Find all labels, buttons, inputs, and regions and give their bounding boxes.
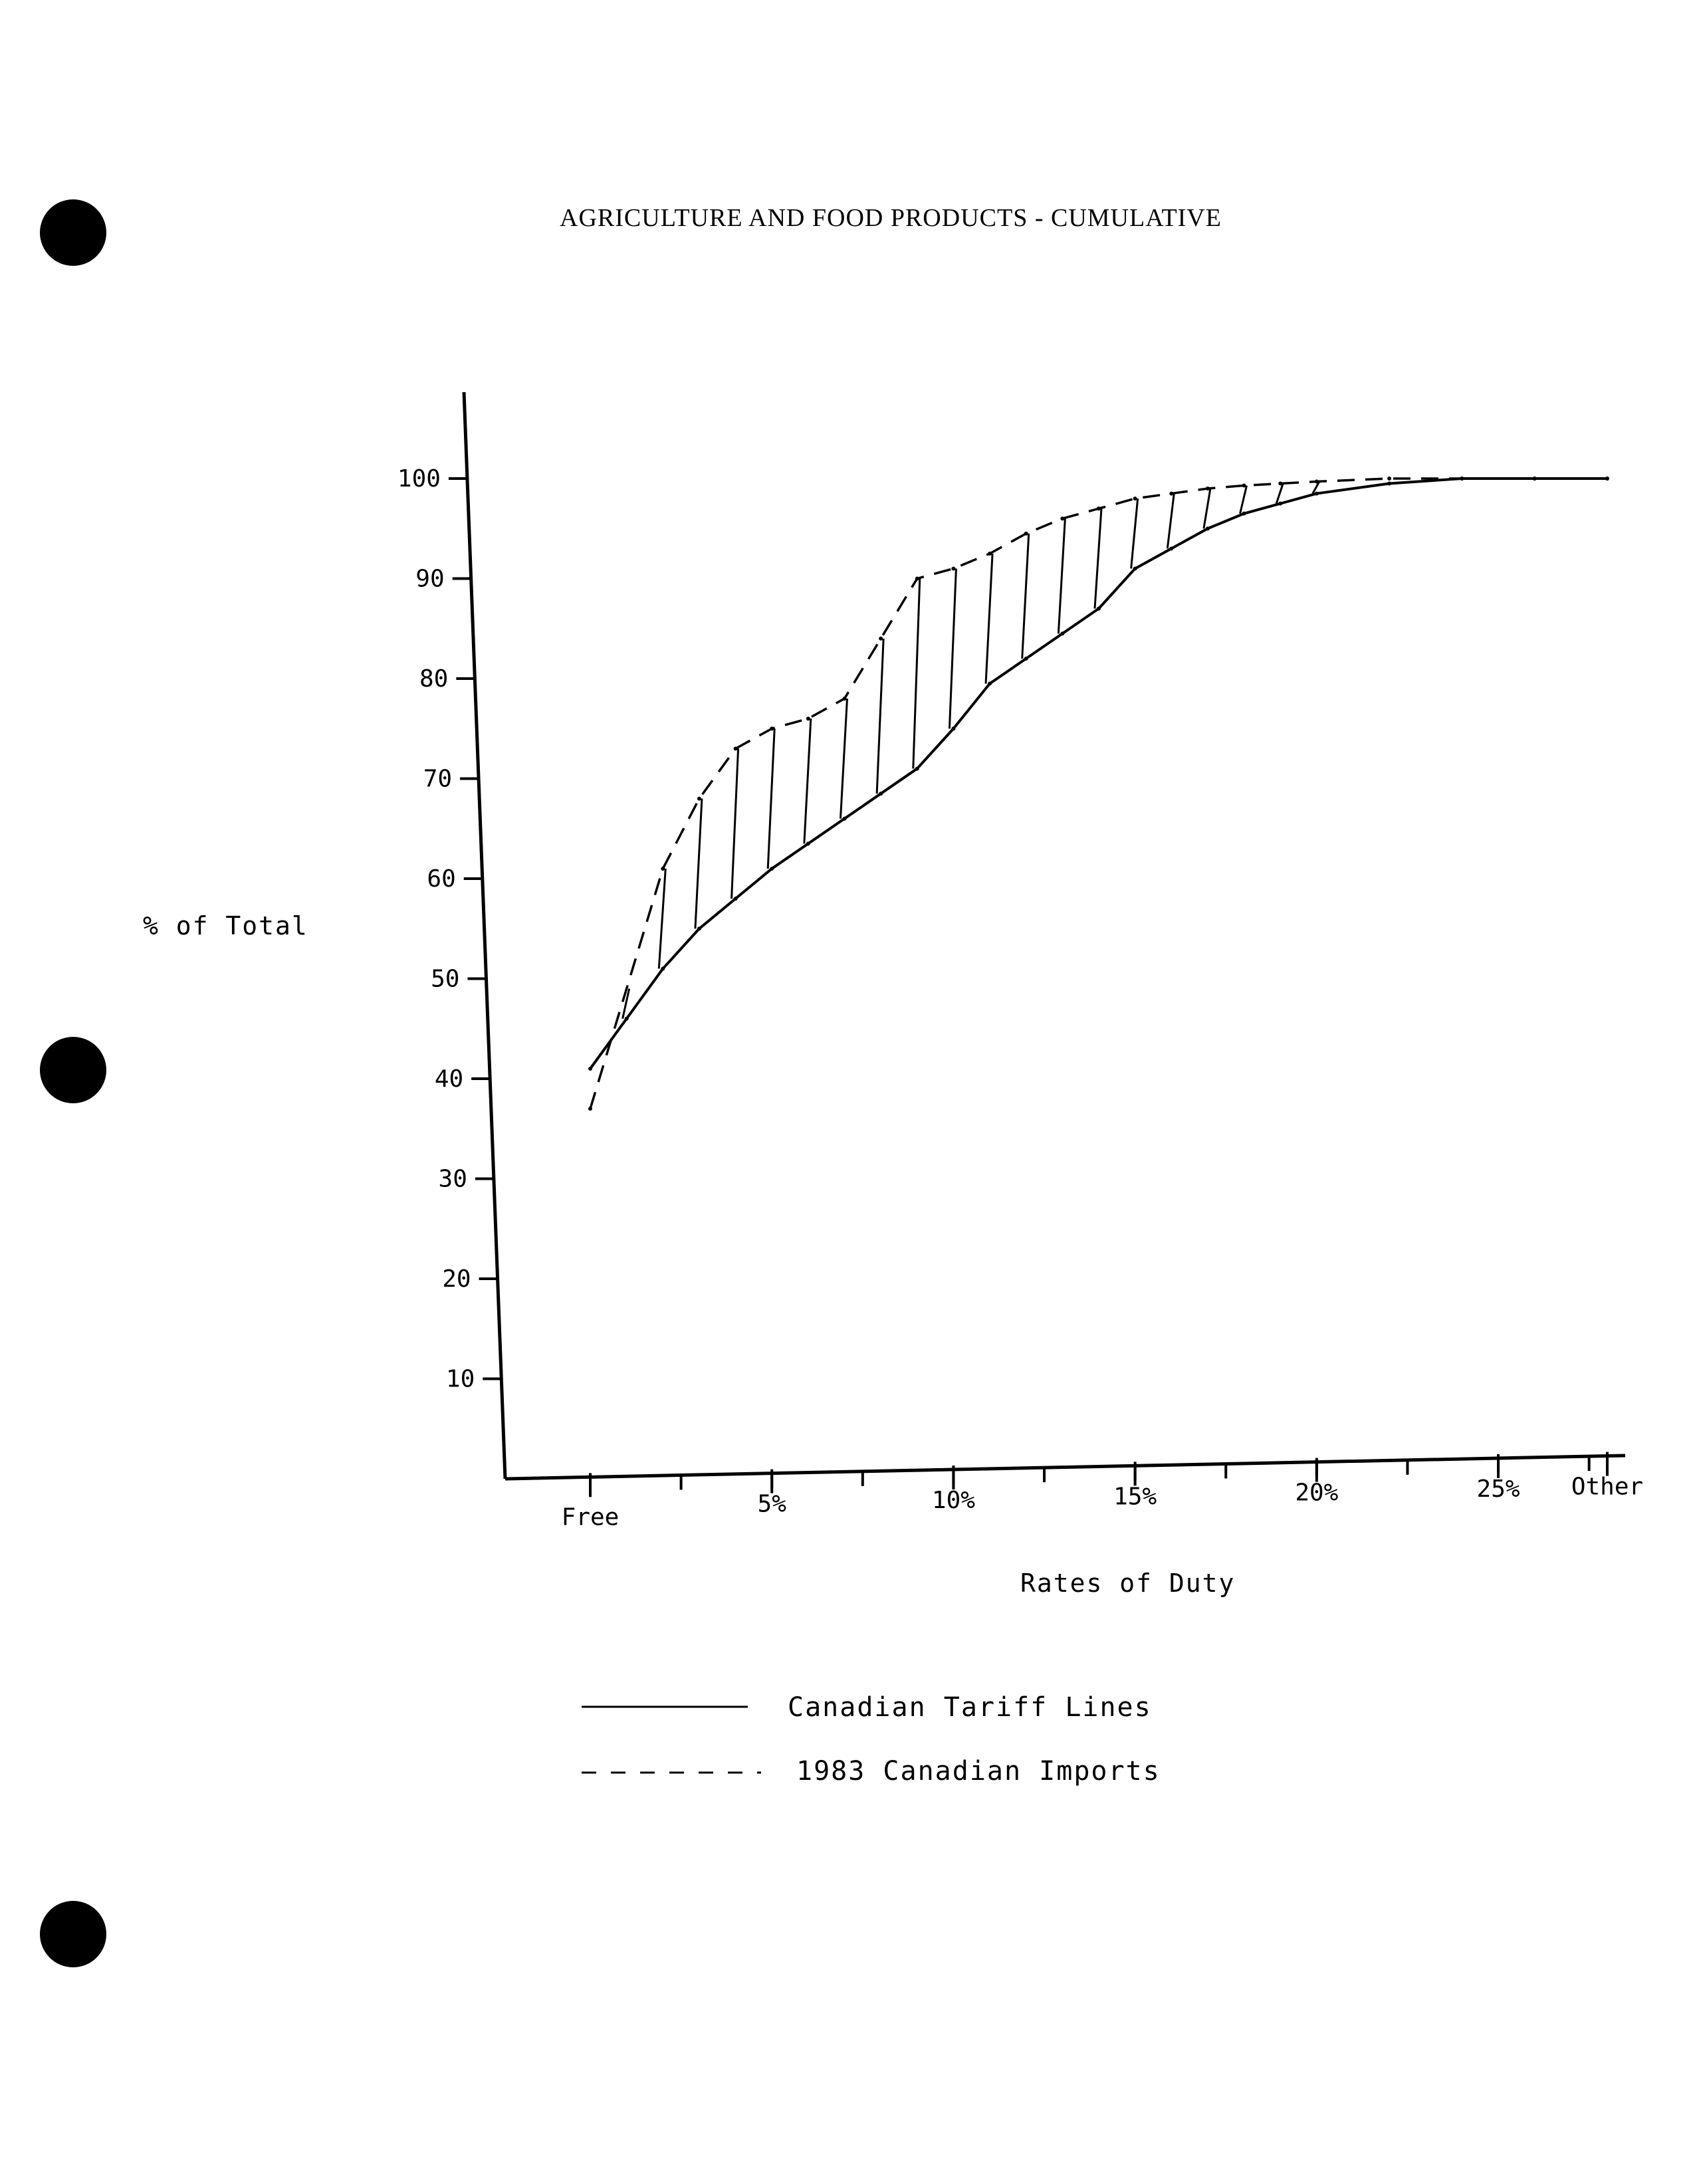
chart-title: AGRICULTURE AND FOOD PRODUCTS - CUMULATIVE bbox=[560, 204, 1222, 232]
series-point bbox=[1315, 480, 1319, 484]
series-point bbox=[843, 817, 847, 821]
series-point bbox=[661, 966, 665, 970]
series-point bbox=[1387, 477, 1391, 481]
hatch-line bbox=[804, 718, 811, 843]
y-tick-label: 70 bbox=[423, 765, 453, 793]
series-point bbox=[1315, 492, 1319, 496]
hatch-line bbox=[986, 554, 992, 684]
series-point bbox=[1278, 482, 1282, 486]
series-point bbox=[843, 697, 847, 701]
series-point bbox=[770, 867, 774, 871]
y-tick-label: 80 bbox=[419, 665, 449, 693]
series-point bbox=[588, 1107, 592, 1111]
y-tick-label: 10 bbox=[445, 1365, 475, 1393]
hatch-line bbox=[877, 639, 883, 794]
series-point bbox=[770, 726, 774, 730]
series-point bbox=[734, 897, 738, 901]
series-point bbox=[1460, 477, 1464, 481]
series-point bbox=[879, 792, 883, 796]
series-point bbox=[734, 746, 738, 750]
series-point bbox=[1097, 506, 1101, 510]
series-lines bbox=[588, 477, 1609, 1111]
hatch-line bbox=[913, 579, 920, 769]
series-point bbox=[951, 726, 955, 730]
series-line-imports bbox=[590, 479, 1607, 1109]
y-tick-label: 20 bbox=[442, 1265, 471, 1293]
x-tick-label: 5% bbox=[757, 1490, 786, 1518]
series-point bbox=[1097, 607, 1101, 611]
series-point bbox=[1242, 512, 1246, 516]
hatch-line bbox=[1167, 494, 1174, 549]
series-point bbox=[1387, 482, 1391, 486]
y-tick-label: 90 bbox=[415, 565, 445, 593]
series-point bbox=[1242, 484, 1246, 488]
series-point bbox=[1278, 502, 1282, 506]
hatch-line bbox=[768, 728, 774, 869]
x-tick-label: 15% bbox=[1113, 1483, 1157, 1511]
series-point bbox=[806, 841, 810, 845]
series-point bbox=[915, 766, 919, 770]
series-point bbox=[625, 1017, 629, 1021]
x-tick-label: Other bbox=[1571, 1473, 1644, 1501]
series-point bbox=[1605, 477, 1609, 481]
series-point bbox=[661, 867, 665, 871]
series-point bbox=[1206, 526, 1210, 530]
hatch-line bbox=[732, 748, 738, 899]
series-point bbox=[1024, 657, 1028, 661]
legend bbox=[582, 1692, 1161, 1787]
series-point bbox=[806, 716, 810, 720]
series-point bbox=[1169, 492, 1173, 496]
y-tick-label: 100 bbox=[397, 465, 441, 492]
legend-label-imports: 1983 Canadian Imports bbox=[796, 1756, 1161, 1787]
y-tick-label: 50 bbox=[431, 965, 460, 993]
hatch-line bbox=[949, 568, 956, 728]
x-axis-label: Rates of Duty bbox=[1020, 1569, 1236, 1598]
series-point bbox=[697, 927, 701, 930]
hatch-line bbox=[841, 699, 847, 819]
axes bbox=[464, 392, 1625, 1479]
series-point bbox=[588, 1067, 592, 1071]
hatch-line bbox=[1276, 484, 1283, 504]
series-point bbox=[879, 637, 883, 641]
y-axis-line bbox=[464, 392, 505, 1479]
hatch-line bbox=[1131, 498, 1138, 568]
x-tick-label: 10% bbox=[931, 1486, 975, 1514]
series-point bbox=[1060, 516, 1064, 520]
series-point bbox=[951, 566, 955, 570]
y-axis-label: % of Total bbox=[143, 911, 308, 940]
series-point bbox=[988, 552, 992, 556]
hatch-line bbox=[1022, 534, 1029, 659]
hatch-line bbox=[1058, 518, 1065, 633]
series-line-tariff-lines bbox=[590, 479, 1607, 1069]
series-point bbox=[1169, 546, 1173, 550]
y-tick-label: 30 bbox=[438, 1165, 467, 1193]
x-axis-line bbox=[505, 1456, 1625, 1479]
y-tick-label: 60 bbox=[427, 865, 456, 893]
x-tick-label: Free bbox=[561, 1503, 620, 1531]
series-point bbox=[697, 797, 701, 801]
series-point bbox=[988, 682, 992, 686]
hatch-line bbox=[659, 869, 665, 969]
series-point bbox=[1024, 532, 1028, 536]
series-point bbox=[1133, 496, 1137, 500]
x-tick-label: 25% bbox=[1476, 1475, 1520, 1503]
series-point bbox=[1206, 487, 1210, 491]
hatch-line bbox=[1095, 508, 1101, 609]
series-point bbox=[1060, 631, 1064, 635]
x-tick-label: 20% bbox=[1295, 1479, 1339, 1507]
legend-label-tariff-lines: Canadian Tariff Lines bbox=[788, 1692, 1152, 1723]
series-point bbox=[1533, 477, 1537, 481]
x-ticks bbox=[562, 1452, 1644, 1531]
series-point bbox=[1133, 566, 1137, 570]
series-point bbox=[915, 577, 919, 581]
hatch-line bbox=[1240, 486, 1247, 514]
hatch-line bbox=[1204, 489, 1210, 528]
y-tick-label: 40 bbox=[434, 1065, 464, 1093]
hatch-line bbox=[695, 799, 702, 929]
